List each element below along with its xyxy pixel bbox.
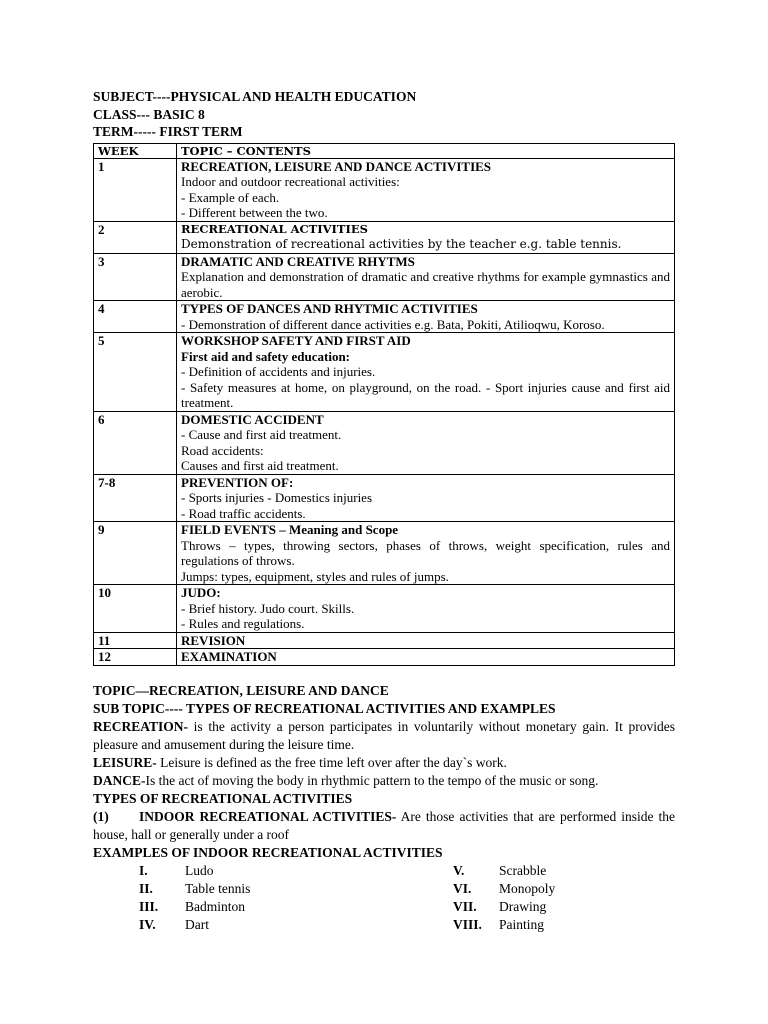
table-row [94, 474, 675, 522]
table-row [94, 522, 675, 585]
topic-cell [177, 632, 675, 649]
topic-cell [177, 301, 675, 333]
list-item [453, 898, 546, 916]
topic-subtitle: First aid and safety education: [181, 348, 350, 364]
subject-line: SUBJECT----PHYSICAL AND HEALTH EDUCATION [93, 89, 417, 104]
list-item [453, 880, 555, 898]
list-item-label: Table tennis [185, 880, 251, 896]
topic-line: - Different between the two. [181, 205, 328, 220]
topic-cell [177, 221, 675, 253]
list-item-number: VI. [453, 880, 472, 896]
topic-title: REVISION [181, 632, 246, 648]
list-item-number: VII. [453, 898, 477, 914]
subtopic-heading: SUB TOPIC---- TYPES OF RECREATIONAL ACTIVITIES AND EXAMPLES [93, 700, 556, 716]
topic-cell [177, 253, 675, 301]
table-row [94, 301, 675, 333]
week-cell: 4 [94, 301, 177, 333]
recreation-definition [93, 718, 675, 754]
table-row [94, 411, 675, 474]
topic-title: RECREATIONAL ACTIVITIES [181, 221, 368, 236]
topic-title: DRAMATIC AND CREATIVE RHYTMS [181, 253, 415, 269]
table-row [94, 632, 675, 649]
topic-line: - Road traffic accidents. [181, 505, 306, 521]
list-item-label: Dart [185, 916, 209, 932]
list-item-label: Monopoly [499, 880, 556, 896]
topic-line: - Example of each. [181, 189, 280, 205]
list-item-number: V. [453, 862, 465, 878]
list-item-number: II. [139, 880, 153, 896]
topic-line: - Brief history. Judo court. Skills. [181, 600, 355, 616]
topic-heading: TOPIC—RECREATION, LEISURE AND DANCE [93, 682, 389, 698]
week-cell: 2 [94, 221, 177, 253]
week-cell: 11 [94, 632, 177, 649]
indoor-text: Are those activities that are performed inside the house, hall or generally under a roof [93, 808, 676, 842]
table-row [94, 649, 675, 666]
week-cell: 6 [94, 411, 177, 474]
topic-line: - Safety measures at home, on playground, on the road. - Sport injuries cause and first aid treatment. [181, 379, 670, 410]
topic-cell [177, 411, 675, 474]
list-item-label: Painting [499, 916, 545, 932]
dance-term: DANCE- [93, 772, 146, 788]
list-item [139, 916, 209, 934]
topic-line: - Rules and regulations. [181, 616, 305, 631]
topic-title: EXAMINATION [181, 649, 277, 664]
week-cell: 1 [94, 158, 177, 221]
scheme-of-work-table [93, 143, 675, 666]
list-item [139, 880, 250, 898]
lesson-notes [93, 682, 675, 934]
topic-line: Explanation and demonstration of dramatic and creative rhythms for example gymnastics and aerobic. [181, 269, 670, 300]
class-line: CLASS--- BASIC 8 [93, 106, 205, 122]
indoor-term: INDOOR RECREATIONAL ACTIVITIES- [139, 808, 397, 824]
week-cell: 12 [94, 649, 177, 666]
topic-title: RECREATION, LEISURE AND DANCE ACTIVITIES [181, 158, 492, 174]
table-row [94, 253, 675, 301]
list-item [139, 862, 214, 880]
topic-cell [177, 333, 675, 412]
list-item-label: Drawing [499, 898, 547, 914]
topic-cell [177, 585, 675, 633]
topic-line: Causes and first aid treatment. [181, 458, 339, 473]
topic-line: - Definition of accidents and injuries. [181, 364, 376, 379]
table-row [94, 221, 675, 253]
topic-title: JUDO: [181, 585, 221, 600]
list-item [453, 916, 544, 934]
list-item-number: IV. [139, 916, 156, 932]
week-cell: 10 [94, 585, 177, 633]
topic-line: Demonstration of recreational activities by the teacher e.g. table tennis. [181, 237, 622, 251]
term-line: TERM----- FIRST TERM [93, 124, 243, 139]
topic-line: Road accidents: [181, 442, 264, 458]
topic-title: WORKSHOP SAFETY AND FIRST AID [181, 333, 411, 348]
topic-line: Indoor and outdoor recreational activities: [181, 174, 400, 189]
topic-line: - Cause and first aid treatment. [181, 427, 342, 442]
dance-definition [93, 772, 675, 790]
table-header-row [94, 143, 675, 158]
week-cell: 7-8 [94, 474, 177, 522]
week-column-header: WEEK [94, 143, 177, 158]
examples-list [93, 862, 675, 934]
leisure-term: LEISURE- [93, 754, 157, 770]
topic-title: FIELD EVENTS – Meaning and Scope [181, 522, 399, 537]
indoor-definition [93, 808, 675, 844]
list-item-label: Ludo [185, 862, 214, 878]
list-item-number: I. [139, 862, 148, 878]
week-cell: 9 [94, 522, 177, 585]
list-item-label: Badminton [185, 898, 245, 914]
examples-heading: EXAMPLES OF INDOOR RECREATIONAL ACTIVITIES [93, 844, 443, 860]
indoor-number: (1) [93, 808, 109, 824]
list-item-label: Scrabble [499, 862, 547, 878]
table-row [94, 585, 675, 633]
list-item-number: III. [139, 898, 159, 914]
table-row [94, 333, 675, 412]
topic-title: PREVENTION OF: [181, 474, 294, 490]
dance-text: Is the act of moving the body in rhythmic pattern to the tempo of the music or song. [145, 772, 599, 788]
week-cell: 3 [94, 253, 177, 301]
document-page [93, 88, 675, 934]
week-cell: 5 [94, 333, 177, 412]
recreation-text: is the activity a person participates in voluntarily without monetary gain. It provides pleasure and amusement during the leisure time. [93, 718, 675, 752]
topic-cell [177, 474, 675, 522]
topic-line: Throws – types, throwing sectors, phases of throws, weight specification, rules and regulations of throws. [181, 537, 670, 568]
recreation-term: RECREATION- [93, 718, 189, 734]
topic-column-header: TOPIC – CONTENTS [177, 143, 675, 158]
topic-line: Jumps: types, equipment, styles and rules of jumps. [181, 568, 449, 584]
topic-cell [177, 522, 675, 585]
leisure-definition [93, 754, 675, 772]
topic-cell [177, 649, 675, 666]
topic-line: - Sports injuries - Domestics injuries [181, 490, 373, 505]
types-heading: TYPES OF RECREATIONAL ACTIVITIES [93, 790, 353, 806]
list-item [139, 898, 245, 916]
table-row [94, 158, 675, 221]
leisure-text: Leisure is defined as the free time left over after the day`s work. [156, 754, 507, 770]
topic-title: DOMESTIC ACCIDENT [181, 411, 324, 427]
topic-title: TYPES OF DANCES AND RHYTMIC ACTIVITIES [181, 301, 478, 316]
topic-line: - Demonstration of different dance activities e.g. Bata, Pokiti, Atilioqwu, Koroso. [181, 316, 605, 332]
list-item-number: VIII. [453, 916, 482, 932]
list-item [453, 862, 546, 880]
topic-cell [177, 158, 675, 221]
